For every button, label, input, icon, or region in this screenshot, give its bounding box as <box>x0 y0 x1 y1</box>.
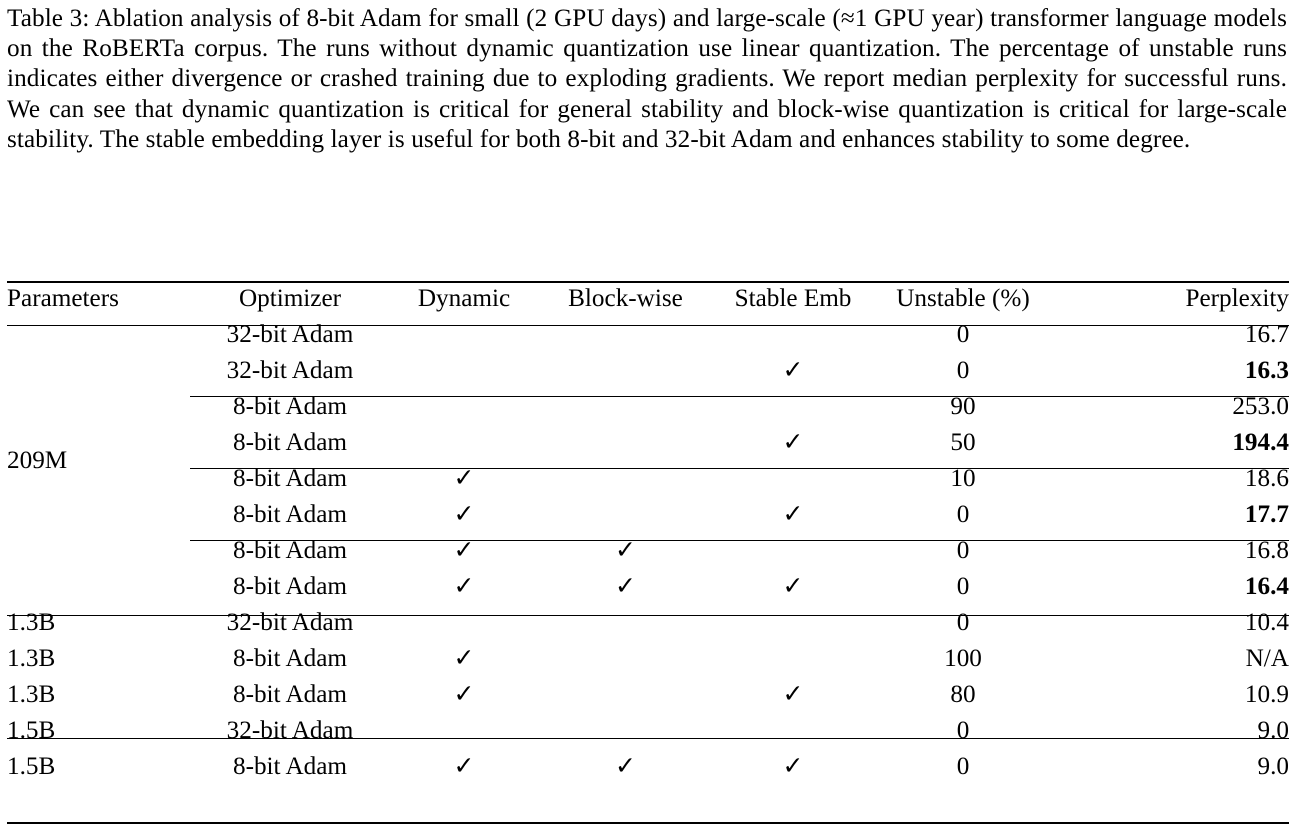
cell-optimizer: 8-bit Adam <box>232 645 348 673</box>
cell-parameters: 1.5B <box>7 717 56 745</box>
cell-block-wise <box>538 569 713 605</box>
cell-dynamic <box>390 641 538 677</box>
column-header-dynamic: Dynamic <box>417 285 511 313</box>
cell-block-wise <box>538 641 713 677</box>
cell-block-wise <box>538 677 713 713</box>
cell-dynamic <box>390 569 538 605</box>
column-header-block-wise: Block-wise <box>568 285 683 313</box>
ablation-table <box>7 281 1289 785</box>
cell-block-wise <box>538 389 713 425</box>
cell-unstable: 0 <box>956 357 970 385</box>
cell-perplexity: 16.7 <box>1244 321 1289 349</box>
cell-parameters: 209M <box>7 447 68 475</box>
cell-optimizer: 8-bit Adam <box>232 681 348 709</box>
cell-perplexity: 9.0 <box>1257 717 1289 745</box>
cell-unstable: 0 <box>956 573 970 601</box>
header-rule <box>7 325 1289 326</box>
cell-perplexity: 10.4 <box>1244 609 1289 637</box>
table-caption <box>7 4 1287 155</box>
cell-perplexity: 16.3 <box>1244 357 1289 385</box>
cell-unstable: 0 <box>956 321 970 349</box>
cell-optimizer: 8-bit Adam <box>232 573 348 601</box>
checkmark-icon: ✓ <box>453 465 475 493</box>
cell-unstable: 100 <box>944 645 982 673</box>
checkmark-icon: ✓ <box>453 501 475 529</box>
checkmark-icon: ✓ <box>782 429 804 457</box>
cell-perplexity: 16.8 <box>1244 537 1289 565</box>
cell-dynamic <box>390 353 538 389</box>
cell-optimizer: 8-bit Adam <box>232 429 348 457</box>
cell-dynamic <box>390 389 538 425</box>
cell-perplexity: 9.0 <box>1257 753 1289 781</box>
cell-stable-emb <box>713 461 873 497</box>
checkmark-icon: ✓ <box>782 573 804 601</box>
cell-optimizer: 8-bit Adam <box>232 393 348 421</box>
column-header-unstable: Unstable (%) <box>896 285 1030 313</box>
table-row <box>7 713 1289 749</box>
cell-block-wise <box>538 317 713 353</box>
cell-parameters: 1.3B <box>7 681 56 709</box>
checkmark-icon: ✓ <box>615 573 636 601</box>
cell-block-wise <box>538 461 713 497</box>
cell-unstable: 0 <box>956 717 970 745</box>
column-header-stable-emb: Stable Emb <box>734 285 852 313</box>
cell-unstable: 90 <box>950 393 976 421</box>
group-subrule-2 <box>190 468 1289 469</box>
cell-perplexity: 194.4 <box>1232 429 1289 457</box>
checkmark-icon: ✓ <box>453 645 475 673</box>
cell-stable-emb <box>713 317 873 353</box>
cell-dynamic <box>390 533 538 569</box>
cell-optimizer: 32-bit Adam <box>226 357 354 385</box>
table-row <box>7 389 1289 425</box>
header-row <box>7 281 1289 317</box>
table-row <box>7 317 1289 353</box>
cell-block-wise <box>538 605 713 641</box>
cell-stable-emb <box>713 641 873 677</box>
cell-block-wise <box>538 425 713 461</box>
cell-unstable: 50 <box>950 429 976 457</box>
cell-unstable: 80 <box>950 681 976 709</box>
cell-perplexity: 16.4 <box>1244 573 1289 601</box>
cell-stable-emb <box>713 353 873 389</box>
checkmark-icon: ✓ <box>615 537 636 565</box>
cell-stable-emb <box>713 389 873 425</box>
cell-optimizer: 8-bit Adam <box>232 753 348 781</box>
cell-optimizer: 32-bit Adam <box>226 321 354 349</box>
cell-block-wise <box>538 497 713 533</box>
checkmark-icon: ✓ <box>453 753 475 781</box>
group-rule-1_3b <box>7 615 1289 616</box>
cell-optimizer: 8-bit Adam <box>232 537 348 565</box>
cell-stable-emb <box>713 713 873 749</box>
table-row <box>7 569 1289 605</box>
cell-perplexity: 10.9 <box>1244 681 1289 709</box>
cell-parameters: 1.5B <box>7 753 56 781</box>
cell-parameters: 1.3B <box>7 609 56 637</box>
table-row <box>7 353 1289 389</box>
cell-stable-emb <box>713 677 873 713</box>
cell-stable-emb <box>713 605 873 641</box>
cell-unstable: 0 <box>956 501 970 529</box>
cell-perplexity: 18.6 <box>1244 465 1289 493</box>
cell-dynamic <box>390 497 538 533</box>
cell-optimizer: 8-bit Adam <box>232 501 348 529</box>
cell-unstable: 0 <box>956 753 970 781</box>
column-header-optimizer: Optimizer <box>238 285 342 313</box>
cell-block-wise <box>538 749 713 785</box>
cell-dynamic <box>390 677 538 713</box>
cell-stable-emb <box>713 749 873 785</box>
group-rule-1_5b <box>7 738 1289 739</box>
table-head <box>7 281 1289 317</box>
cell-unstable: 0 <box>956 609 970 637</box>
cell-optimizer: 8-bit Adam <box>232 465 348 493</box>
table-row <box>7 749 1289 785</box>
cell-optimizer: 32-bit Adam <box>226 717 354 745</box>
cell-stable-emb <box>713 425 873 461</box>
cell-optimizer: 32-bit Adam <box>226 609 354 637</box>
checkmark-icon: ✓ <box>453 681 475 709</box>
checkmark-icon: ✓ <box>782 753 804 781</box>
caption-text: Table 3: Ablation analysis of 8-bit Adam for small (2 GPU days) and large-scale (≈1 GPU year) transformer language models on the RoBERTa corpus. The runs without dynamic quantization use linear quantization. The percentage of unstable runs indicates either divergence or crashed training due to exploding gradients. We report median perplexity for successful runs. We can see that dynamic quantization is critical for general stability and block-wise quantization is critical for large-scale stability. The stable embedding layer is useful for both 8-bit and 32-bit Adam and enhances stability to some degree. <box>7 5 1287 153</box>
cell-block-wise <box>538 533 713 569</box>
checkmark-icon: ✓ <box>615 753 636 781</box>
cell-unstable: 0 <box>956 537 970 565</box>
table-row <box>7 605 1289 641</box>
table-row <box>7 641 1289 677</box>
cell-perplexity: 17.7 <box>1244 501 1289 529</box>
group-subrule-3 <box>190 540 1289 541</box>
cell-perplexity: N/A <box>1245 645 1289 673</box>
column-header-perplexity: Perplexity <box>1185 285 1289 313</box>
table-row <box>7 677 1289 713</box>
cell-block-wise <box>538 353 713 389</box>
table-row <box>7 533 1289 569</box>
table-container <box>7 281 1289 785</box>
checkmark-icon: ✓ <box>782 357 804 385</box>
table-body <box>7 317 1289 785</box>
cell-stable-emb <box>713 497 873 533</box>
table-row <box>7 425 1289 461</box>
cell-dynamic <box>390 749 538 785</box>
cell-dynamic <box>390 425 538 461</box>
cell-block-wise <box>538 713 713 749</box>
table-row <box>7 497 1289 533</box>
cell-stable-emb <box>713 533 873 569</box>
column-header-parameters: Parameters <box>7 285 119 313</box>
cell-dynamic <box>390 713 538 749</box>
cell-stable-emb <box>713 569 873 605</box>
cell-unstable: 10 <box>950 465 976 493</box>
table-bottom-rule <box>7 822 1289 824</box>
group-subrule-1 <box>190 396 1289 397</box>
checkmark-icon: ✓ <box>453 573 475 601</box>
cell-perplexity: 253.0 <box>1232 393 1289 421</box>
cell-dynamic <box>390 605 538 641</box>
cell-parameters: 1.3B <box>7 645 56 673</box>
cell-dynamic <box>390 461 538 497</box>
cell-dynamic <box>390 317 538 353</box>
table-row <box>7 461 1289 497</box>
checkmark-icon: ✓ <box>453 537 475 565</box>
checkmark-icon: ✓ <box>782 501 804 529</box>
checkmark-icon: ✓ <box>782 681 804 709</box>
